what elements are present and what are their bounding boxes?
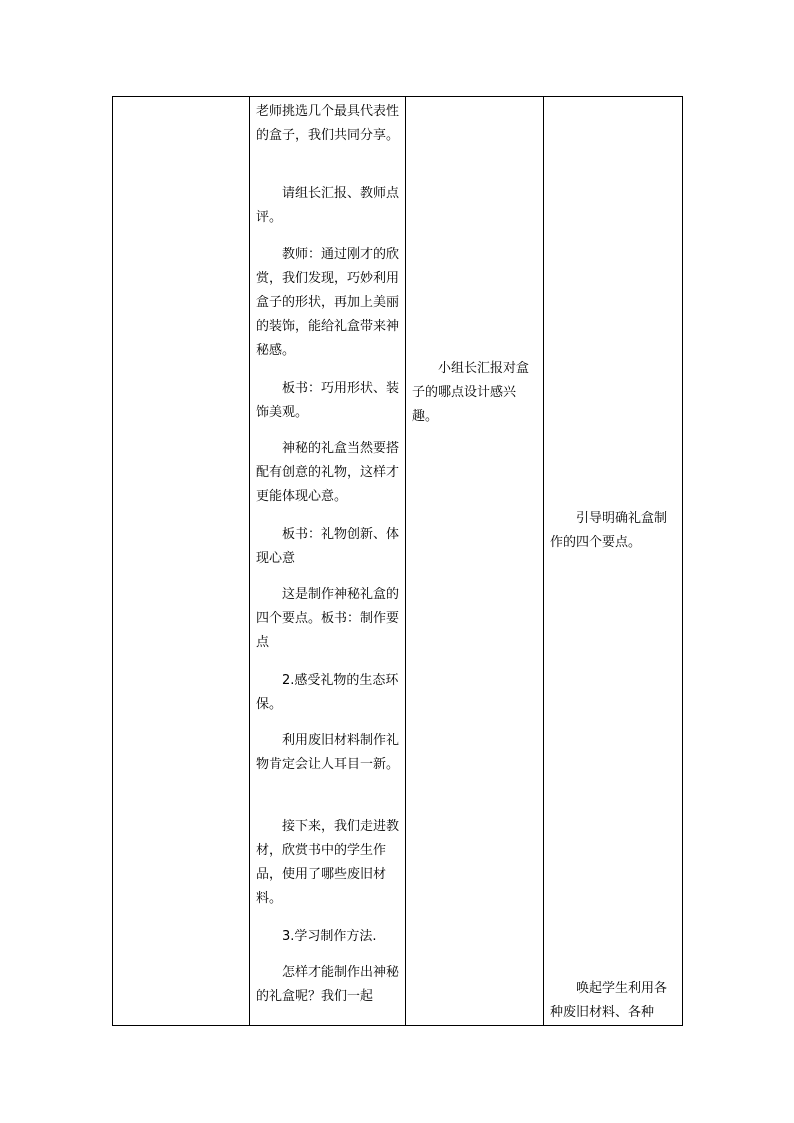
paragraph: 3.学习制作方法. xyxy=(282,929,377,944)
paragraph: 神秘的礼盒当然要搭配有创意的礼物，这样才更能体现心意。 xyxy=(256,441,400,504)
paragraph: 小组长汇报对盒子的哪点设计感兴趣。 xyxy=(412,361,530,424)
paragraph: 接下来，我们走进教材，欣赏书中的学生作品，使用了哪些废旧材料。 xyxy=(256,819,400,906)
design-intent-cell xyxy=(544,97,683,1026)
paragraph: 板书：巧用形状、装饰美观。 xyxy=(256,381,400,420)
paragraph: 这是制作神秘礼盒的四个要点。板书：制作要点 xyxy=(256,587,400,650)
paragraph: 请组长汇报、教师点评。 xyxy=(256,186,400,225)
table-row xyxy=(113,97,683,1026)
paragraph: 唤起学生利用各种废旧材料、各种 xyxy=(550,981,668,1020)
paragraph: 板书：礼物创新、体现心意 xyxy=(256,527,400,566)
paragraph: 老师挑选几个最具代表性的盒子，我们共同分享。 xyxy=(256,104,400,143)
paragraph: 教师：通过刚才的欣赏，我们发现，巧妙利用盒子的形状，再加上美丽的装饰，能给礼盒带来神秘感。 xyxy=(256,247,400,358)
paragraph: 引导明确礼盒制作的四个要点。 xyxy=(550,511,668,550)
empty-cell xyxy=(113,97,250,1026)
paragraph: 利用废旧材料制作礼物肯定会让人耳目一新。 xyxy=(256,733,400,772)
teaching-process-cell xyxy=(250,97,406,1026)
lesson-plan-table xyxy=(112,96,683,1026)
paragraph: 2.感受礼物的生态环保。 xyxy=(256,673,399,712)
paragraph: 怎样才能制作出神秘的礼盒呢？我们一起 xyxy=(256,965,400,1004)
student-activity-cell xyxy=(406,97,544,1026)
